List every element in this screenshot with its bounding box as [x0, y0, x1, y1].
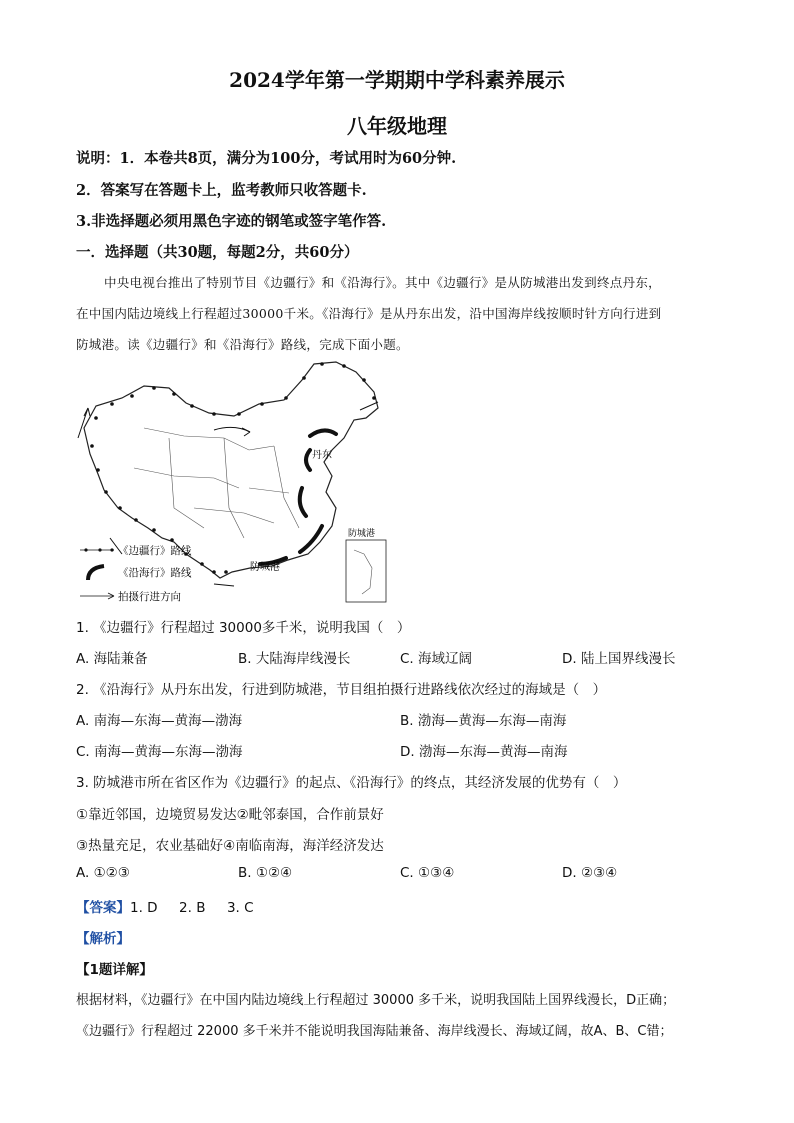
q3-statement-2: ③热量充足，农业基础好④南临南海，海洋经济发达 [76, 838, 384, 854]
section-title: 一．选择题（共30题，每题2分，共60分） [76, 244, 359, 261]
answer-2: 2. B [179, 900, 206, 916]
legend-coast-route: 《沿海行》路线 [118, 567, 192, 579]
question-3-stem: 3. 防城港市所在省区作为《边疆行》的起点、《沿海行》的终点，其经济发展的优势有（ ） [76, 775, 627, 791]
china-route-map [74, 358, 394, 608]
dandong-label: 丹东 [312, 450, 332, 461]
south-sea-inset [346, 540, 386, 602]
detail-line-1: 根据材料，《边疆行》在中国内陆边境线上行程超过 30000 多千米，说明我国陆上国界线漫长，D正确； [76, 993, 676, 1008]
fangchenggang-label: 防城港 [250, 562, 280, 573]
passage-line-2: 在中国内陆边境线上行程超过30000千米。《沿海行》是从丹东出发，沿中国海岸线按顺时针方向行进到 [76, 306, 662, 321]
instruction-1: 说明：1．本卷共8页，满分为100分，考试用时为60分钟. [76, 150, 457, 167]
q2-option-a: A. 南海—东海—黄海—渤海 [76, 713, 243, 729]
answer-line [76, 896, 254, 916]
answer-label: 【答案】 [76, 900, 130, 916]
answer-1: 1. D [130, 900, 158, 916]
analysis-label: 【解析】 [76, 931, 130, 947]
page-title: 2024学年第一学期期中学科素养展示 [229, 68, 565, 92]
answer-3: 3. C [226, 900, 254, 916]
q1-option-a: A. 海陆兼备 [76, 651, 148, 667]
question-1-stem: 1. 《边疆行》行程超过 30000多千米，说明我国（ ） [76, 620, 411, 636]
passage-line-3: 防城港。读《边疆行》和《沿海行》路线，完成下面小题。 [76, 337, 409, 352]
q2-option-b: B. 渤海—黄海—东海—南海 [400, 713, 567, 729]
map-graphic [74, 358, 394, 608]
q3-statement-1: ①靠近邻国，边境贸易发达②毗邻泰国，合作前景好 [76, 807, 384, 823]
inset-port-label: 防城港 [348, 529, 376, 539]
q1-option-d: D. 陆上国界线漫长 [562, 651, 676, 667]
q2-option-d: D. 渤海—东海—黄海—南海 [400, 744, 568, 760]
q3-option-d: D. ②③④ [562, 865, 618, 881]
instruction-3: 3.非选择题必须用黑色字迹的钢笔或签字笔作答. [76, 213, 387, 230]
question-2-stem: 2. 《沿海行》从丹东出发，行进到防城港，节目组拍摄行进路线依次经过的海域是（ ） [76, 682, 607, 698]
q1-option-b: B. 大陆海岸线漫长 [238, 651, 351, 667]
q3-option-a: A. ①②③ [76, 865, 130, 881]
passage-line-1: 中央电视台推出了特别节目《边疆行》和《沿海行》。其中《边疆行》是从防城港出发到终点丹东， [104, 275, 661, 290]
coast-route-icon [88, 566, 104, 580]
legend-border-route: 《边疆行》路线 [118, 545, 192, 557]
instruction-2: 2．答案写在答题卡上，监考教师只收答题卡. [76, 182, 367, 199]
legend-direction: 拍摄行进方向 [118, 591, 181, 603]
q3-option-b: B. ①②④ [238, 865, 293, 881]
page-subtitle: 八年级地理 [347, 114, 447, 138]
detail-label: 【1题详解】 [76, 962, 153, 978]
detail-line-2: 《边疆行》行程超过 22000 多千米并不能说明我国海陆兼备、海岸线漫长、海域辽阔，故A、B、C错； [76, 1024, 673, 1039]
q3-option-c: C. ①③④ [400, 865, 455, 881]
map-legend [80, 544, 192, 603]
border-route [90, 362, 376, 574]
q1-option-c: C. 海域辽阔 [400, 651, 473, 667]
q2-option-c: C. 南海—黄海—东海—渤海 [76, 744, 243, 760]
